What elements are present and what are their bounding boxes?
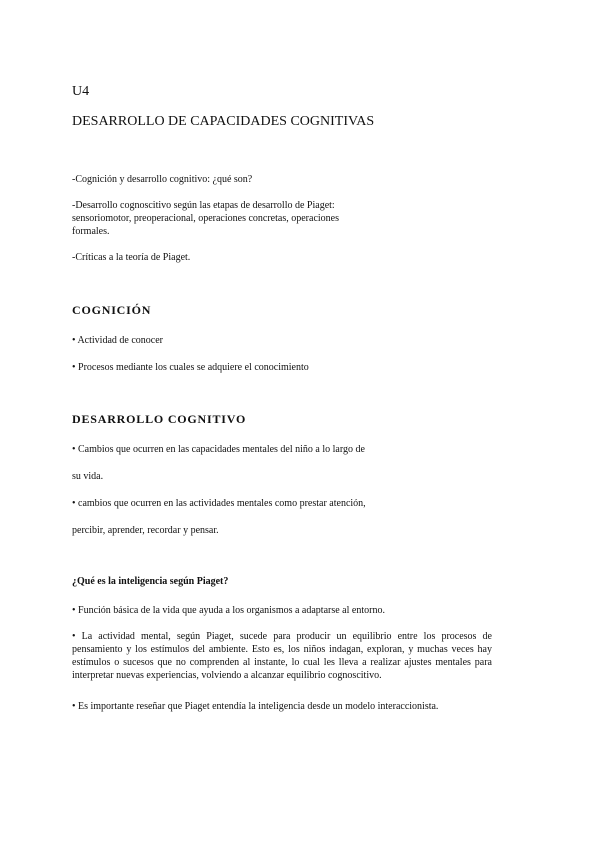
list-item: • Es importante reseñar que Piaget entendía la inteligencia desde un modelo interaccionista.: [72, 701, 439, 712]
paragraph-line: • cambios que ocurren en las actividades mentales como prestar atención,: [72, 498, 366, 509]
index-item: -Críticas a la teoría de Piaget.: [72, 252, 191, 263]
document-title: DESARROLLO DE CAPACIDADES COGNITIVAS: [72, 114, 375, 129]
unit-label: U4: [72, 84, 90, 99]
paragraph-line: percibir, aprender, recordar y pensar.: [72, 525, 219, 536]
list-item: • La actividad mental, según Piaget, sucede para producir un equilibrio entre los procesos de pensamiento y los estímulos del ambiente. Esto es, los niños indagan, exploran, y muchas veces hay estímulos o sucesos que no comprenden al instante, lo cual les lleva a realizar ajustes mentales para interpretar nuevas experiencias, volviendo a alcanzar equilibrio cognoscitivo.: [72, 631, 492, 681]
section-heading-cognicion: COGNICIÓN: [72, 303, 152, 317]
index-item: -Desarrollo cognoscitivo según las etapas de desarrollo de Piaget: sensoriomotor, preoperacional, operaciones concretas, operaciones formales.: [72, 200, 339, 237]
paragraph-line: su vida.: [72, 471, 104, 482]
list-item: • Actividad de conocer: [72, 335, 163, 346]
paragraph-line: • Cambios que ocurren en las capacidades mentales del niño a lo largo de: [72, 444, 365, 455]
section-heading-desarrollo: DESARROLLO COGNITIVO: [72, 412, 247, 426]
list-item: • Procesos mediante los cuales se adquiere el conocimiento: [72, 362, 309, 373]
section-heading-inteligencia: ¿Qué es la inteligencia según Piaget?: [72, 576, 229, 587]
index-item: -Cognición y desarrollo cognitivo: ¿qué son?: [72, 174, 253, 185]
list-item: • Función básica de la vida que ayuda a los organismos a adaptarse al entorno.: [72, 605, 385, 616]
